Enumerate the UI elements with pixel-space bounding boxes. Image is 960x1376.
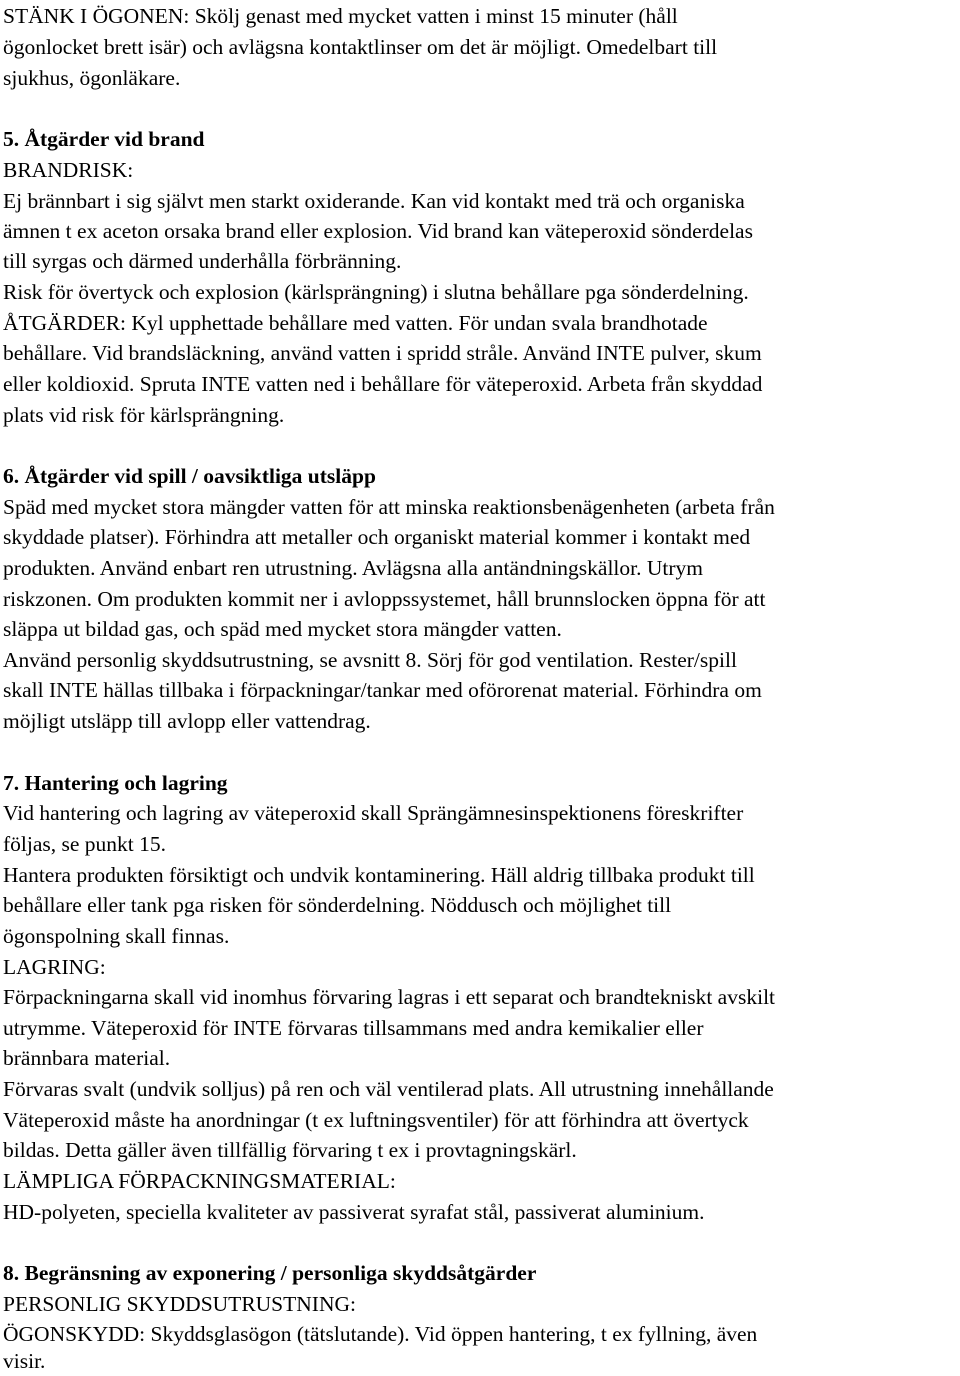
- section-heading: 6. Åtgärder vid spill / oavsiktliga utsläpp: [3, 464, 376, 488]
- text-line: BRANDRISK:: [3, 158, 134, 182]
- text-line: Späd med mycket stora mängder vatten för att minska reaktionsbenägenheten (arbeta från: [3, 495, 775, 519]
- text-line: Ej brännbart i sig självt men starkt oxiderande. Kan vid kontakt med trä och organiska: [3, 189, 745, 213]
- text-line: Använd personlig skyddsutrustning, se avsnitt 8. Sörj för god ventilation. Rester/spill: [3, 648, 737, 672]
- text-line: riskzonen. Om produkten kommit ner i avloppssystemet, håll brunnslocken öppna för att: [3, 587, 766, 611]
- section-heading: 5. Åtgärder vid brand: [3, 127, 205, 151]
- text-line: brännbara material.: [3, 1046, 171, 1070]
- text-line: ÅTGÄRDER: Kyl upphettade behållare med vatten. För undan svala brandhotade: [3, 311, 708, 335]
- text-line: HD-polyeten, speciella kvaliteter av passiverat syrafat stål, passiverat aluminium.: [3, 1200, 705, 1224]
- text-line: ögonspolning skall finnas.: [3, 924, 230, 948]
- text-line: utrymme. Väteperoxid för INTE förvaras tillsammans med andra kemikalier eller: [3, 1016, 704, 1040]
- text-line: Risk för övertyck och explosion (kärlsprängning) i slutna behållare pga sönderdelning.: [3, 280, 749, 304]
- section-heading: 8. Begränsning av exponering / personliga skyddsåtgärder: [3, 1261, 537, 1285]
- text-line: LÄMPLIGA FÖRPACKNINGSMATERIAL:: [3, 1169, 396, 1193]
- text-line: plats vid risk för kärlsprängning.: [3, 403, 285, 427]
- text-line: STÄNK I ÖGONEN: Skölj genast med mycket vatten i minst 15 minuter (håll: [3, 4, 678, 28]
- text-line: Förvaras svalt (undvik solljus) på ren och väl ventilerad plats. All utrustning innehållande: [3, 1077, 774, 1101]
- text-line: produkten. Använd enbart ren utrustning. Avlägsna alla antändningskällor. Utrym: [3, 556, 703, 580]
- text-line: LAGRING:: [3, 955, 106, 979]
- text-line: till syrgas och därmed underhålla förbränning.: [3, 249, 402, 273]
- text-line: sjukhus, ögonläkare.: [3, 66, 181, 90]
- text-line: PERSONLIG SKYDDSUTRUSTNING:: [3, 1292, 356, 1316]
- text-line: ÖGONSKYDD: Skyddsglasögon (tätslutande). Vid öppen hantering, t ex fyllning, även: [3, 1322, 758, 1346]
- text-line: ämnen t ex aceton orsaka brand eller explosion. Vid brand kan väteperoxid sönderdelas: [3, 219, 753, 243]
- text-line: ögonlocket brett isär) och avlägsna kontaktlinser om det är möjligt. Omedelbart till: [3, 35, 718, 59]
- text-line: möjligt utsläpp till avlopp eller vattendrag.: [3, 709, 371, 733]
- text-line: Vid hantering och lagring av väteperoxid skall Sprängämnesinspektionens föreskrifter: [3, 801, 744, 825]
- text-line: behållare. Vid brandsläckning, använd vatten i spridd stråle. Använd INTE pulver, skum: [3, 341, 762, 365]
- text-line: visir.: [3, 1349, 46, 1373]
- text-line: skall INTE hällas tillbaka i förpackningar/tankar med oförorenat material. Förhindra om: [3, 678, 762, 702]
- section-heading: 7. Hantering och lagring: [3, 771, 228, 795]
- text-line: släppa ut bildad gas, och späd med mycket stora mängder vatten.: [3, 617, 562, 641]
- text-line: behållare eller tank pga risken för sönderdelning. Nöddusch och möjlighet till: [3, 893, 672, 917]
- text-line: bildas. Detta gäller även tillfällig förvaring t ex i provtagningskärl.: [3, 1138, 577, 1162]
- text-line: följas, se punkt 15.: [3, 832, 167, 856]
- text-line: Väteperoxid måste ha anordningar (t ex luftningsventiler) för att förhindra att övertyck: [3, 1108, 749, 1132]
- text-line: Förpackningarna skall vid inomhus förvaring lagras i ett separat och brandtekniskt avskilt: [3, 985, 776, 1009]
- text-line: Hantera produkten försiktigt och undvik kontaminering. Häll aldrig tillbaka produkt till: [3, 863, 755, 887]
- text-line: skyddade platser). Förhindra att metaller och organiskt material kommer i kontakt med: [3, 525, 751, 549]
- text-line: eller koldioxid. Spruta INTE vatten ned i behållare för väteperoxid. Arbeta från skyddad: [3, 372, 763, 396]
